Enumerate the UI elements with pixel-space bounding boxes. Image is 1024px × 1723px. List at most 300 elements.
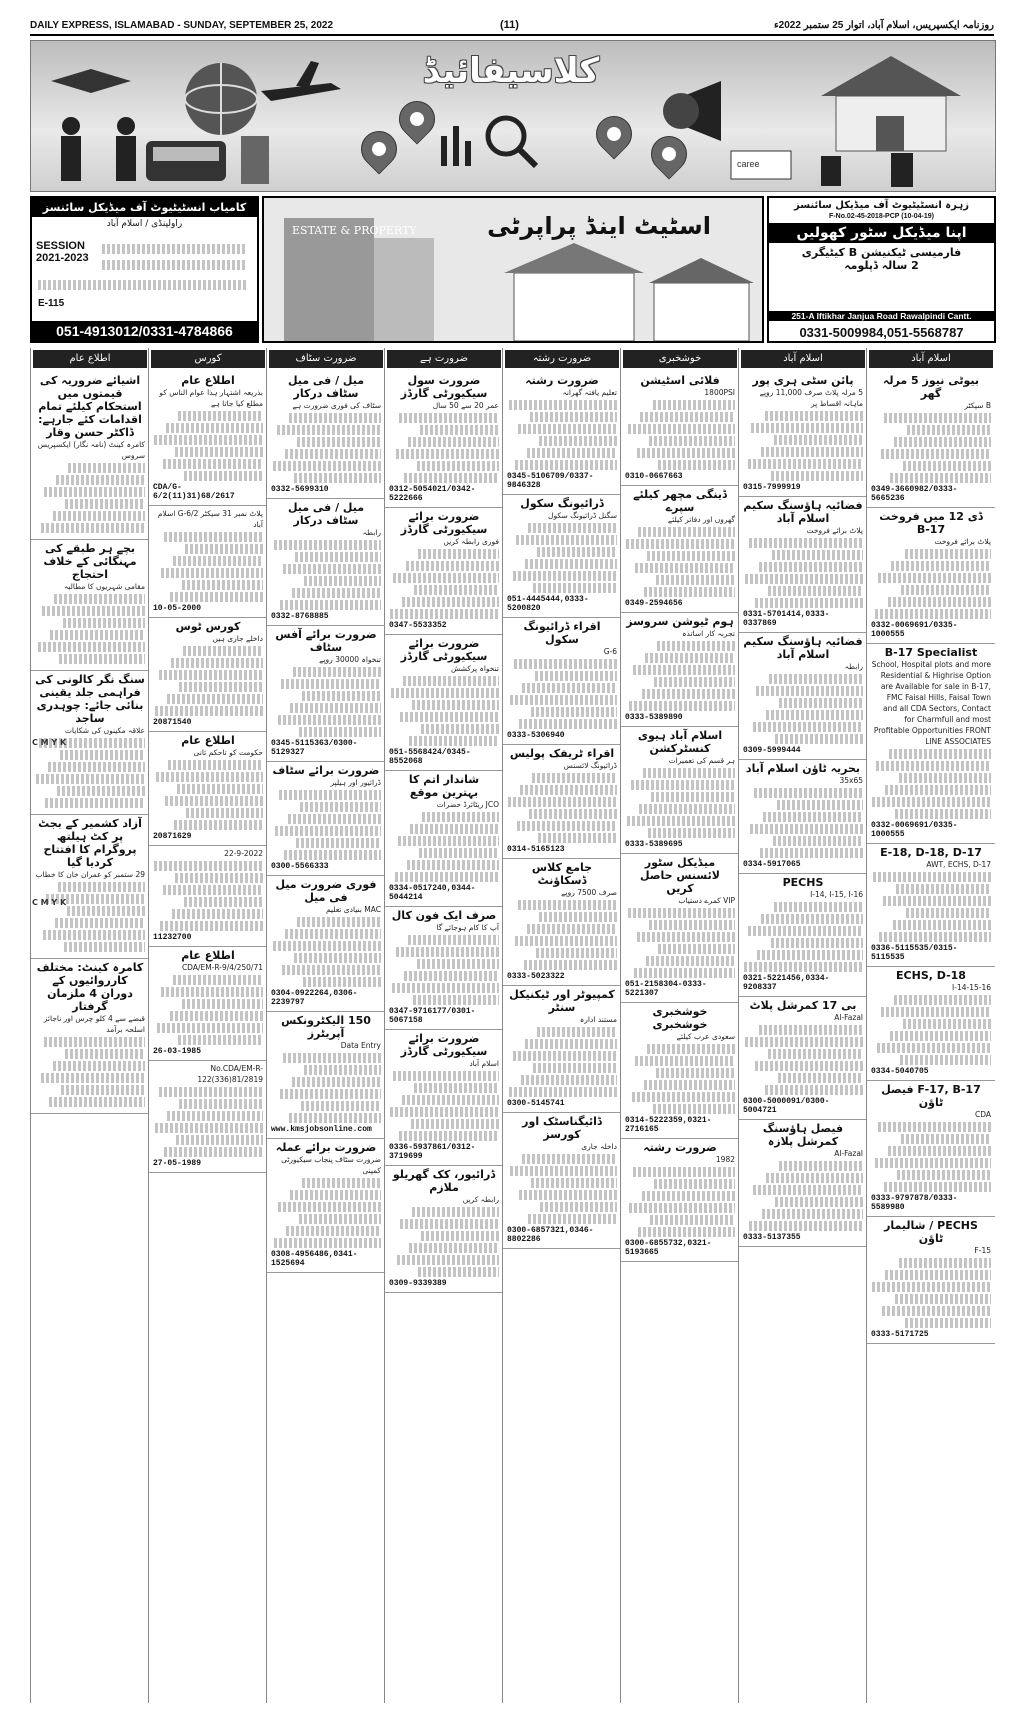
ad-right-reg: F-No.02-45-2018-PCP (10-04-19) (829, 213, 934, 220)
ad-contact-number: 0332-8768885 (271, 612, 329, 621)
text-line-filler (179, 1099, 263, 1109)
text-line-filler (905, 1318, 991, 1328)
ad-title: 150 الیکٹرونکس آپریٹرز (281, 1014, 371, 1040)
text-line-filler (403, 676, 499, 686)
text-line-filler (901, 585, 991, 595)
text-line-filler (509, 1087, 617, 1097)
ad-title: پائن سٹی ہری پور (752, 374, 854, 387)
ad-body: ضرورت سٹاف پنجاب سیکیورٹی کمپنی (281, 1155, 381, 1175)
text-line-filler (281, 679, 381, 689)
text-line-filler (773, 836, 863, 846)
ad-title: خوشخبری خوشخبری (652, 1005, 708, 1031)
ad-body: فوری رابطہ کریں (443, 537, 499, 546)
text-line-filler (639, 804, 735, 814)
ad-body: پلاٹ نمبر 31 سیکٹر G-6/2 اسلام آباد (157, 509, 263, 529)
text-line-filler (173, 556, 263, 566)
text-line-filler (292, 1077, 381, 1087)
ad-body: 22-9-2022 (224, 849, 263, 858)
ad-body: 35x65 (839, 776, 863, 785)
text-line-filler (648, 828, 735, 838)
classified-ad (267, 1012, 385, 1139)
text-line-filler (304, 576, 381, 586)
text-line-filler (184, 897, 263, 907)
text-line-filler (647, 1044, 735, 1054)
classified-ad (503, 745, 621, 859)
classified-ad (867, 844, 995, 967)
text-line-filler (285, 449, 381, 459)
text-line-filler (301, 1101, 381, 1111)
text-line-filler (274, 1238, 381, 1248)
ad-title: بچے ہر طبقے کی مہنگائی کے خلاف احتجاج (43, 542, 137, 581)
column-5 (620, 348, 739, 1703)
text-line-filler (303, 977, 381, 987)
text-line-filler (64, 942, 145, 952)
classified-ad (621, 372, 739, 486)
ad-body: آپ کا کام ہوجائے گا (436, 923, 499, 932)
ad-contact-number: 0309-5999444 (743, 746, 801, 755)
text-line-filler (277, 425, 382, 435)
text-line-filler (876, 761, 991, 771)
ad-title: ضرورت سول سیکیورٹی گارڈز (400, 374, 488, 400)
text-line-filler (646, 956, 735, 966)
top-ads-row (30, 196, 994, 341)
classified-ad (867, 1081, 995, 1217)
column-2 (266, 348, 385, 1703)
classified-ad (385, 508, 503, 635)
text-line-filler (888, 1146, 991, 1156)
ad-contact-number: 0347-9716177/0301-5067158 (389, 1007, 476, 1025)
text-line-filler (510, 695, 617, 705)
text-line-filler (629, 701, 735, 711)
ad-body: حکومت کو تاحکم ثانی (193, 748, 263, 757)
ad-title: ECHS, D-18 (896, 969, 966, 982)
ad-title: اطلاع عام (181, 949, 235, 962)
text-line-filler (418, 1267, 499, 1277)
ad-contact-number: 0300-5566333 (271, 862, 329, 871)
ad-title: ڈینگی مچھر کیلئے سپرے (633, 488, 727, 514)
classified-ad (621, 486, 739, 613)
text-line-filler (518, 900, 617, 910)
text-line-filler (779, 1161, 863, 1171)
ad-contact-number: 0331-5701414,0333-0337869 (743, 610, 830, 628)
text-line-filler (651, 792, 735, 802)
text-line-filler (633, 1167, 735, 1177)
ad-body: 1800PSI (704, 388, 735, 397)
column-3 (384, 348, 503, 1703)
ad-right-phone: 0331-5009984,051-5568787 (799, 325, 964, 340)
text-line-filler (539, 912, 617, 922)
text-line-filler (533, 1063, 617, 1073)
ad-body: پلاٹ برائے فروخت (934, 537, 991, 546)
text-line-filler (745, 574, 863, 584)
ad-contact-number: 0333-5171725 (871, 1330, 929, 1339)
newspaper-page (30, 18, 994, 1708)
classified-ad (267, 1139, 385, 1273)
classified-ad (385, 1030, 503, 1166)
text-line-filler (650, 1215, 735, 1225)
ad-body: B سیکٹر (964, 401, 991, 410)
text-line-filler (61, 1085, 145, 1095)
text-line-filler (292, 588, 381, 598)
ad-right-address: 251-A Iftikhar Janjua Road Rawalpindi Cantt. (769, 311, 994, 321)
text-line-filler (179, 682, 263, 692)
ad-body: سعودی عرب کیلئے (676, 1032, 735, 1041)
text-line-filler (649, 436, 735, 446)
text-line-filler (53, 1061, 145, 1071)
text-line-filler (772, 550, 863, 560)
text-line-filler (390, 1107, 499, 1117)
classified-ad (739, 997, 867, 1120)
classified-ad (867, 372, 995, 508)
ad-title: کامرہ کینٹ: مختلف کارروائیوں کے دوران 4 ملزمان گرفتار (36, 961, 144, 1013)
text-line-filler (390, 609, 499, 619)
classified-ad (31, 540, 149, 671)
text-line-filler (778, 1073, 863, 1083)
classified-ad (739, 633, 867, 760)
ad-contact-number: 0333-5137355 (743, 1233, 801, 1242)
text-line-filler (56, 475, 145, 485)
text-line-filler (53, 511, 145, 521)
ad-contact-number: 0310-0667663 (625, 472, 683, 481)
text-line-filler (412, 700, 499, 710)
text-line-filler (182, 999, 263, 1009)
ad-left-title: کامیاب انسٹیٹیوٹ آف میڈیکل سائنسز (32, 198, 257, 217)
text-line-filler (413, 995, 499, 1005)
classified-ad (267, 626, 385, 762)
text-line-filler (275, 826, 381, 836)
ad-contact-number: 26-03-1985 (153, 1047, 202, 1056)
ad-body: CDA/EM-R-9/4/250/71 (181, 963, 263, 972)
text-line-filler (283, 564, 381, 574)
ad-contact-number: 10-05-2000 (153, 604, 202, 613)
color-register-mark: C M Y K (32, 738, 67, 747)
text-line-filler (41, 523, 146, 533)
text-line-filler (520, 785, 617, 795)
ad-body: عمر 20 سے 50 سال (432, 401, 499, 410)
column-1 (148, 348, 267, 1703)
ad-body: اسلام آباد (469, 1059, 499, 1068)
ad-body: قبضے سے 4 کلو چرس اور ناجائز اسلحہ برآمد (43, 1014, 145, 1034)
text-line-filler (408, 935, 499, 945)
text-line-filler (514, 659, 617, 669)
text-line-filler (769, 674, 863, 684)
text-line-filler (178, 1035, 263, 1045)
ad-body: بذریعہ اشتہار ہذا عوام الناس کو مطلع کیا جاتا ہے (159, 388, 263, 408)
text-line-filler (294, 953, 381, 963)
ad-contact-number: CDA/G-6/2(11)31)68/2617 (153, 483, 235, 501)
text-line-filler (409, 736, 499, 746)
text-line-filler (775, 734, 863, 744)
text-line-filler (907, 425, 991, 435)
ad-left-phone: 051-4913012/0331-4784866 (32, 321, 257, 341)
classified-ad (503, 986, 621, 1113)
ad-body: JCO ریٹائرڈ حضرات (436, 800, 499, 809)
ad-contact-number: 0300-6855732,0321-5193665 (625, 1239, 712, 1257)
text-line-filler (519, 1190, 617, 1200)
text-line-filler (408, 437, 499, 447)
text-line-filler (171, 658, 263, 668)
ad-contact-number: 051-4445444,0333-5200820 (507, 595, 589, 613)
text-line-filler (294, 473, 381, 483)
column-heading: ضرورت رشتہ (505, 350, 619, 368)
text-line-filler (510, 1166, 617, 1176)
classified-ad (149, 506, 267, 618)
ad-body: ڈرائیونگ لائسنس (563, 761, 617, 770)
ad-contact-number: 0314-5165123 (507, 845, 565, 854)
ad-contact-number: 0336-5115535/0315-5115535 (871, 944, 958, 962)
text-line-filler (642, 1191, 736, 1201)
text-line-filler (653, 400, 736, 410)
text-line-filler (58, 882, 145, 892)
text-line-filler (538, 833, 617, 843)
text-line-filler (644, 1080, 735, 1090)
ad-contact-number: www.kmsjobsonline.com (271, 1125, 372, 1134)
text-line-filler (895, 809, 991, 819)
ad-title: فلائی اسٹیشن (640, 374, 720, 387)
text-line-filler (765, 1085, 863, 1095)
text-line-filler (67, 906, 145, 916)
text-line-filler (396, 449, 499, 459)
ad-title: میڈیکل سٹور لائسنس حاصل کریں (640, 856, 720, 895)
text-line-filler (44, 1037, 145, 1047)
classified-ad (621, 727, 739, 854)
ad-title: اقراء ڈرائیونگ سکول (523, 620, 601, 646)
text-line-filler (540, 1202, 617, 1212)
text-line-filler (159, 1087, 264, 1097)
ad-estate-property (262, 196, 764, 343)
text-line-filler (156, 772, 263, 782)
classified-ad (385, 907, 503, 1030)
text-line-filler (515, 936, 617, 946)
ad-contact-number: 0336-5937861/0312-3719699 (389, 1143, 476, 1161)
text-line-filler (536, 948, 617, 958)
text-line-filler (185, 544, 263, 554)
ad-contact-number: 0315-7999919 (743, 483, 801, 492)
ad-body: ڈرائیور اور ہیلپر (330, 778, 381, 787)
column-0 (30, 348, 149, 1703)
text-line-filler (297, 917, 381, 927)
ad-body: گھروں اور دفاتر کیلئے (667, 515, 735, 524)
ad-title: ڈرائیور، کک گھریلو ملازم (392, 1168, 496, 1194)
text-line-filler (175, 447, 263, 457)
ad-title: بحریہ ٹاؤن اسلام آباد (745, 762, 861, 775)
text-line-filler (756, 686, 863, 696)
text-line-filler (760, 848, 863, 858)
text-line-filler (519, 719, 617, 729)
text-line-filler (286, 1226, 381, 1236)
text-line-filler (656, 1068, 735, 1078)
classified-ad (739, 760, 867, 874)
text-line-filler (411, 1119, 499, 1129)
text-line-filler (393, 1071, 499, 1081)
ad-title: فضائیہ ہاؤسنگ سکیم اسلام آباد (743, 499, 863, 525)
ad-body: رابطہ کریں (462, 1195, 499, 1204)
text-line-filler (635, 1056, 735, 1066)
text-line-filler (173, 975, 263, 985)
text-line-filler (154, 861, 263, 871)
ad-right-title: زہرہ انسٹیٹیوٹ آف میڈیکل سائنسز (793, 200, 970, 211)
text-line-filler (744, 962, 863, 972)
ad-contact-number: 051-2158304-0333-5221307 (625, 980, 707, 998)
text-line-filler (658, 944, 735, 954)
classified-ad (621, 1003, 739, 1139)
ad-title: PECHS (782, 876, 824, 889)
text-line-filler (517, 821, 617, 831)
column-7 (866, 348, 995, 1703)
ad-title: سنگ نگر کالونی کی فراہمی جلد یقینی بنائی جائے: چوہدری ساجد (35, 673, 145, 725)
text-line-filler (280, 1089, 381, 1099)
ad-contact-number: 0309-9339389 (389, 1279, 447, 1288)
column-heading: اسلام آباد (741, 350, 865, 368)
text-line-filler (399, 1131, 499, 1141)
text-line-filler (753, 1185, 863, 1195)
ad-body: MAC بنیادی تعلیم (325, 905, 381, 914)
text-line-filler (278, 1202, 381, 1212)
text-line-filler (282, 965, 381, 975)
text-line-filler (402, 597, 499, 607)
text-line-filler (55, 918, 145, 928)
text-line-filler (278, 715, 381, 725)
ad-title: ضرورت برائے سیکیورٹی گارڈز (400, 510, 488, 536)
text-line-filler (170, 1011, 264, 1021)
classified-ad (385, 635, 503, 771)
ad-left-institute (30, 196, 259, 343)
text-line-filler (41, 1073, 146, 1083)
classified-ad (503, 495, 621, 618)
estate-title: اسٹیٹ اینڈ پراپرٹی (487, 212, 711, 240)
text-line-filler (161, 568, 263, 578)
text-line-filler (284, 850, 381, 860)
text-line-filler (508, 797, 617, 807)
ad-title: بی 17 کمرشل پلاٹ (749, 999, 857, 1012)
text-line-filler (68, 463, 145, 473)
text-line-filler (903, 1019, 991, 1029)
text-line-filler (42, 606, 145, 616)
text-line-filler (273, 941, 381, 951)
column-heading: ضرورت سٹاف (269, 350, 383, 368)
ad-title: فضائیہ ہاؤسنگ سکیم اسلام آباد (743, 635, 863, 661)
text-line-filler (877, 1043, 991, 1053)
text-line-filler (763, 812, 863, 822)
text-line-filler (637, 932, 735, 942)
text-line-filler (399, 413, 499, 423)
text-line-filler (418, 549, 499, 559)
text-line-filler (883, 896, 991, 906)
ad-title: بیوٹی نیوز 5 مرلہ گھر (882, 374, 979, 400)
ad-title: فوری ضرورت میل فی میل (275, 878, 377, 904)
text-line-filler (875, 609, 991, 619)
text-line-filler (779, 698, 863, 708)
ad-title: کمپیوٹر اور ٹیکنیکل سنٹر (509, 988, 615, 1014)
text-line-filler (525, 559, 617, 569)
text-line-filler (513, 571, 618, 581)
text-line-filler (881, 1007, 991, 1017)
ad-body: I-14, I-15, I-16 (810, 890, 863, 899)
classified-ad (267, 762, 385, 876)
text-line-filler (632, 1092, 735, 1102)
ad-body: Data Entry (340, 1041, 381, 1050)
ad-title: ضرورت برائے آفس سٹاف (275, 628, 377, 654)
classified-ad (267, 499, 385, 626)
ad-title: شاندار اتم کا بہترین موقع (408, 773, 480, 799)
text-line-filler (893, 920, 991, 930)
text-line-filler (295, 552, 381, 562)
ad-contact-number: 0332-0069691/0335-1000555 (871, 621, 958, 639)
text-line-filler (771, 938, 863, 948)
text-line-filler (628, 424, 735, 434)
text-line-filler (163, 459, 263, 469)
ad-contact-number: 0334-5040705 (871, 1067, 929, 1076)
column-heading: خوشخبری (623, 350, 737, 368)
classified-ad (149, 732, 267, 846)
text-line-filler (873, 872, 991, 882)
text-line-filler (629, 1203, 735, 1213)
text-line-filler (531, 707, 617, 717)
text-line-filler (522, 1154, 617, 1164)
text-line-filler (537, 1027, 617, 1037)
classified-ad (739, 497, 867, 633)
text-line-filler (905, 549, 991, 559)
text-line-filler (654, 677, 735, 687)
text-line-filler (300, 802, 381, 812)
classified-ad (149, 372, 267, 506)
text-line-filler (65, 1049, 145, 1059)
classified-ad (503, 1113, 621, 1249)
text-line-filler (775, 1197, 863, 1207)
text-line-filler (895, 1294, 991, 1304)
text-line-filler (395, 872, 500, 882)
ad-contact-number: 051-5568424/0345-8552068 (389, 748, 471, 766)
text-line-filler (513, 1051, 618, 1061)
text-line-filler (289, 413, 381, 423)
text-line-filler (174, 820, 263, 830)
ad-contact-number: 0349-3660982/0333-5665236 (871, 485, 958, 503)
column-heading: کورس (151, 350, 265, 368)
ad-title: ضرورت برائے عملہ (275, 1141, 377, 1154)
text-line-filler (164, 532, 263, 542)
text-line-filler (155, 1123, 263, 1133)
text-line-filler (414, 1083, 499, 1093)
text-line-filler (524, 960, 618, 970)
text-line-filler (878, 573, 991, 583)
text-line-filler (170, 592, 264, 602)
text-line-filler (515, 460, 617, 470)
text-line-filler (894, 437, 991, 447)
ad-contact-number: 0333-5389695 (625, 840, 683, 849)
text-line-filler (759, 1025, 863, 1035)
column-heading: اطلاع عام (33, 350, 147, 368)
text-line-filler (410, 824, 499, 834)
text-line-filler (154, 435, 263, 445)
classified-ad (31, 815, 149, 959)
text-line-filler (167, 1111, 263, 1121)
text-line-filler (631, 780, 736, 790)
page-header (30, 18, 994, 36)
text-line-filler (48, 762, 145, 772)
ad-contact-number: 0312-5054021/0342-5222666 (389, 485, 476, 503)
ad-title: میل / فی میل سٹاف درکار (287, 374, 365, 400)
text-line-filler (872, 797, 991, 807)
ad-contact-number: 0333-5306940 (507, 731, 565, 740)
classified-ad (621, 613, 739, 727)
ad-title: فیصل ہاؤسنگ کمرشل پلازہ (762, 1122, 844, 1148)
text-line-filler (516, 535, 617, 545)
text-line-filler (297, 437, 381, 447)
text-line-filler (642, 689, 736, 699)
text-line-filler (404, 473, 499, 483)
text-line-filler (884, 413, 991, 423)
text-line-filler (901, 1134, 991, 1144)
